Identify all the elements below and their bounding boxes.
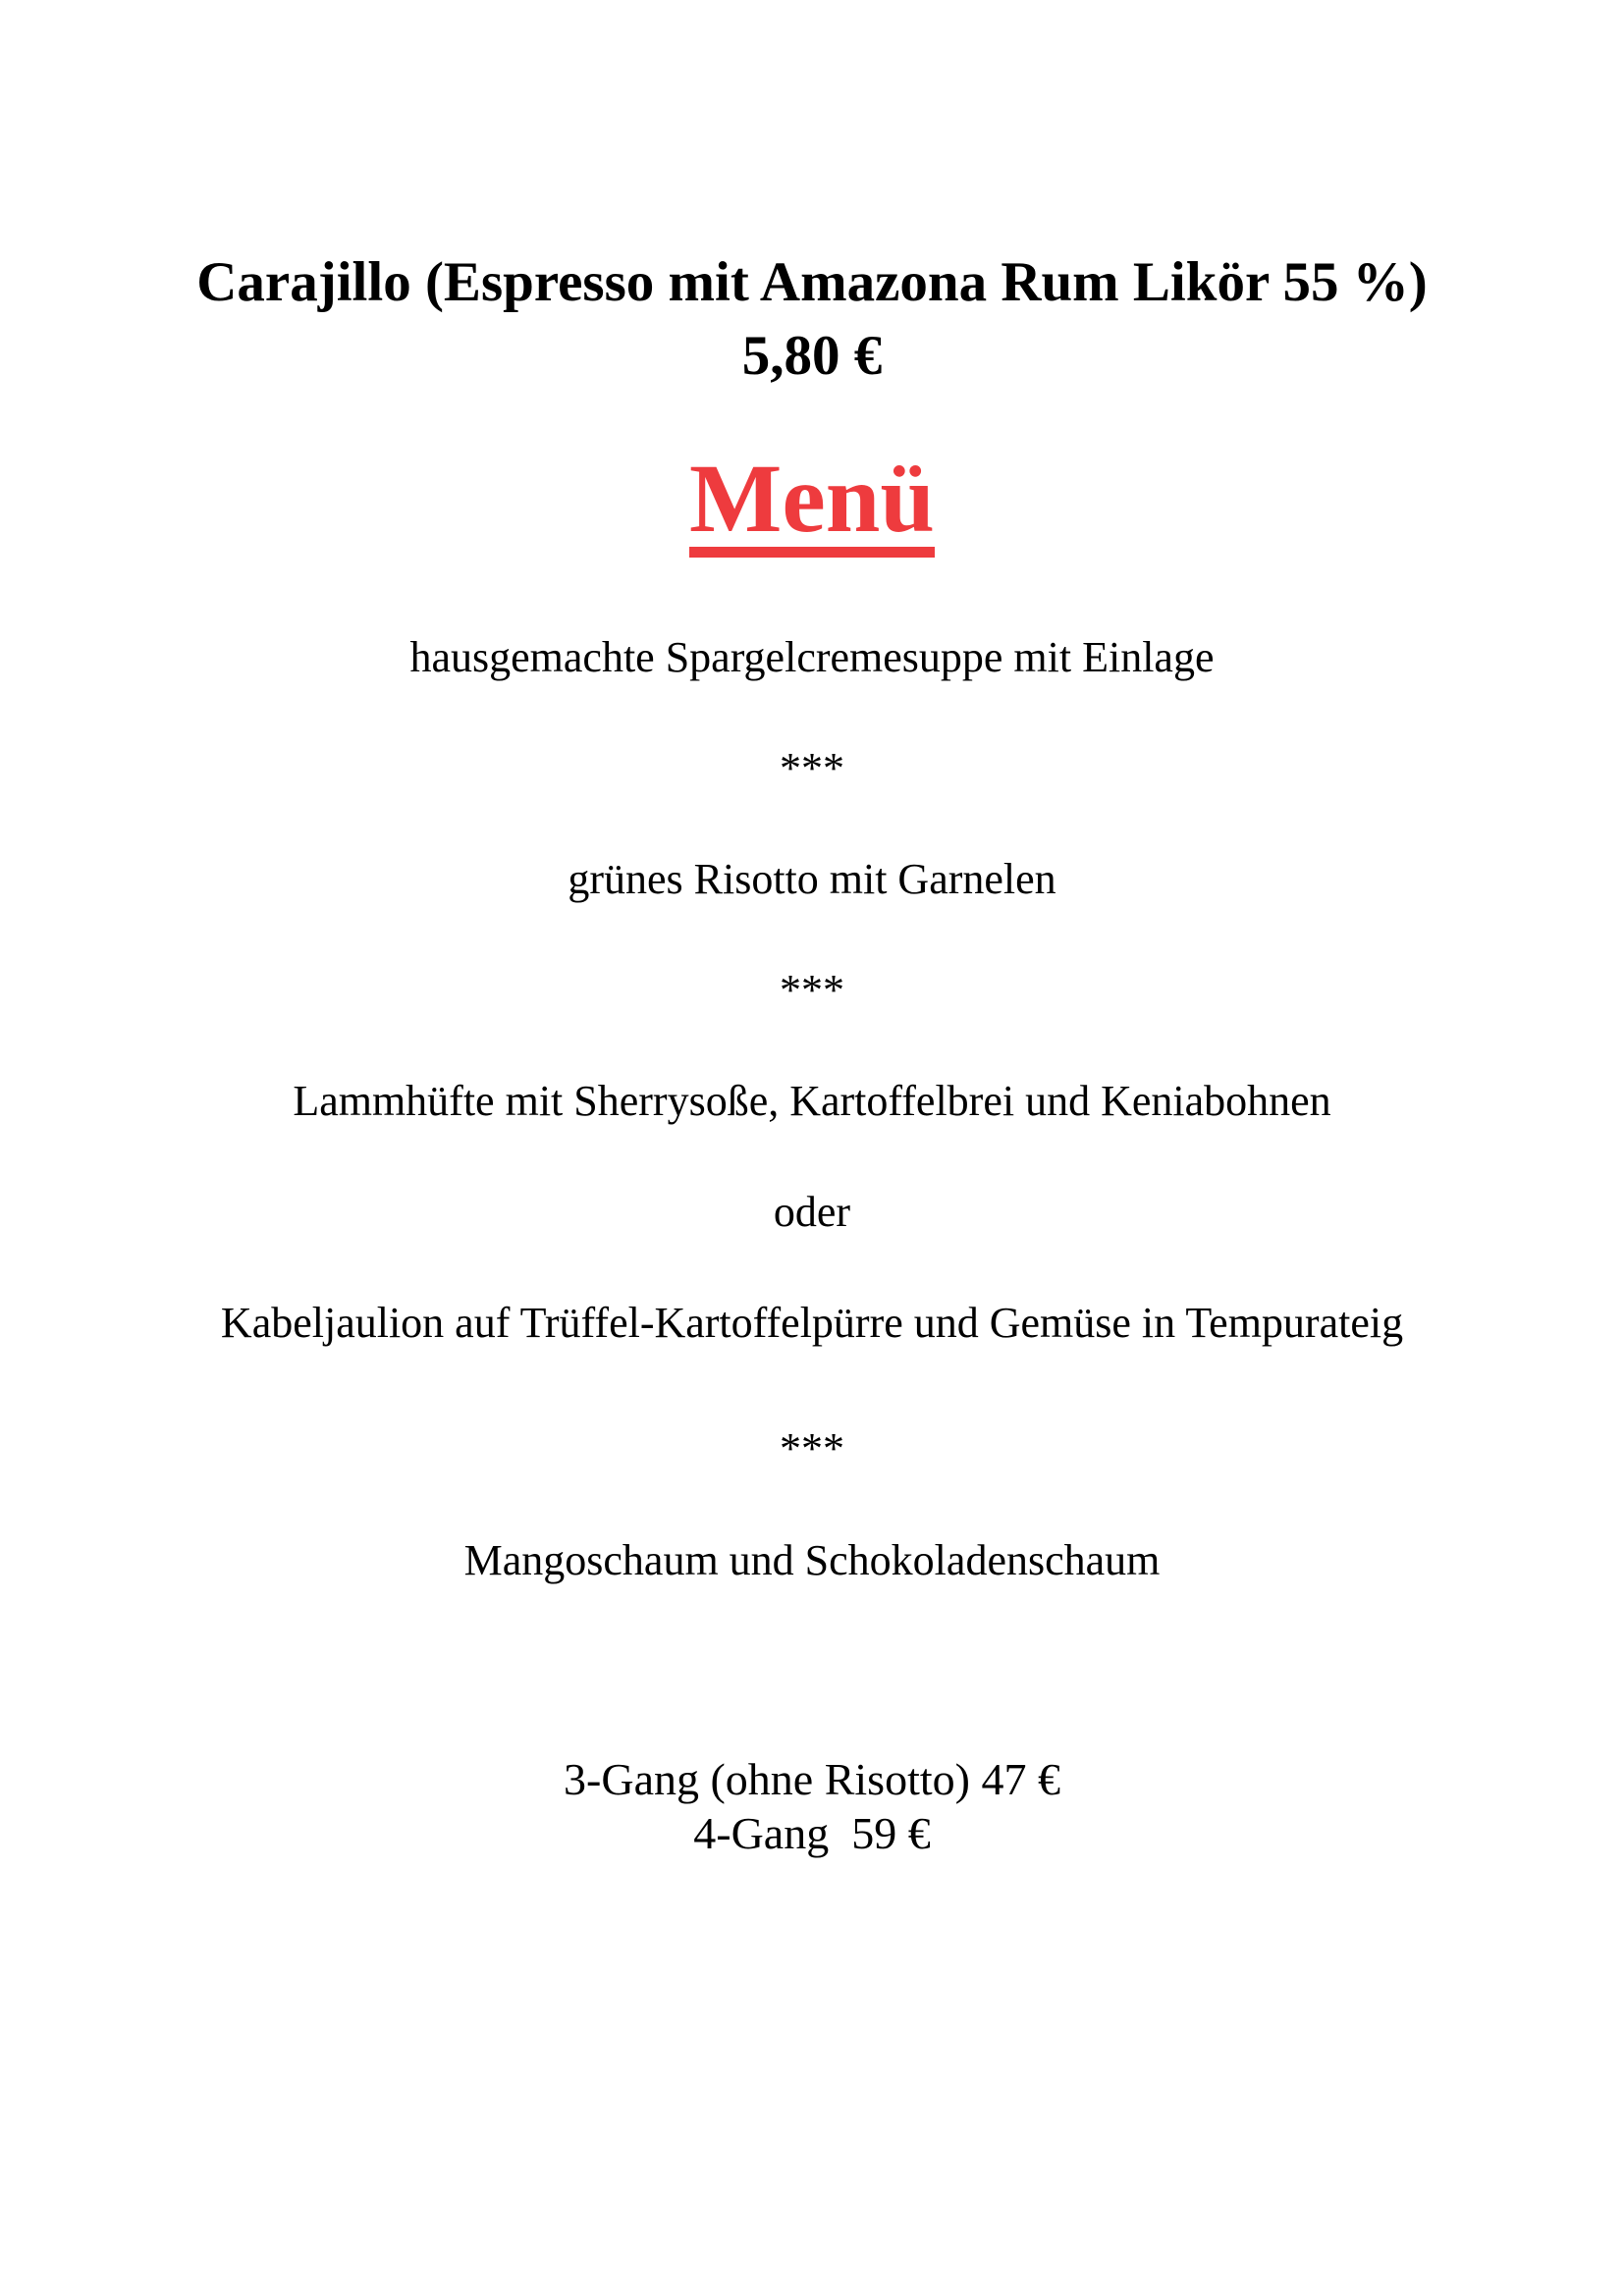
drink-special-title: Carajillo (Espresso mit Amazona Rum Likör 55 %) — [196, 251, 1428, 313]
drink-special-price: 5,80 € — [741, 325, 883, 387]
course-separator: *** — [780, 744, 844, 792]
price-four-course: 4-Gang 59 € — [693, 1808, 931, 1858]
price-three-course: 3-Gang (ohne Risotto) 47 € — [564, 1754, 1060, 1804]
course-separator: *** — [780, 966, 844, 1014]
menu-heading: Menü — [689, 444, 935, 553]
course-starter: hausgemachte Spargelcremesuppe mit Einlage — [409, 633, 1215, 681]
course-main-lamb: Lammhüfte mit Sherrysoße, Kartoffelbrei und Keniabohnen — [293, 1077, 1331, 1125]
course-risotto: grünes Risotto mit Garnelen — [568, 855, 1056, 903]
course-main-fish: Kabeljaulion auf Trüffel-Kartoffelpürre und Gemüse in Tempurateig — [220, 1299, 1404, 1347]
course-dessert: Mangoschaum und Schokoladenschaum — [463, 1536, 1161, 1584]
course-separator: *** — [780, 1424, 844, 1472]
course-alternative-label: oder — [773, 1188, 851, 1236]
